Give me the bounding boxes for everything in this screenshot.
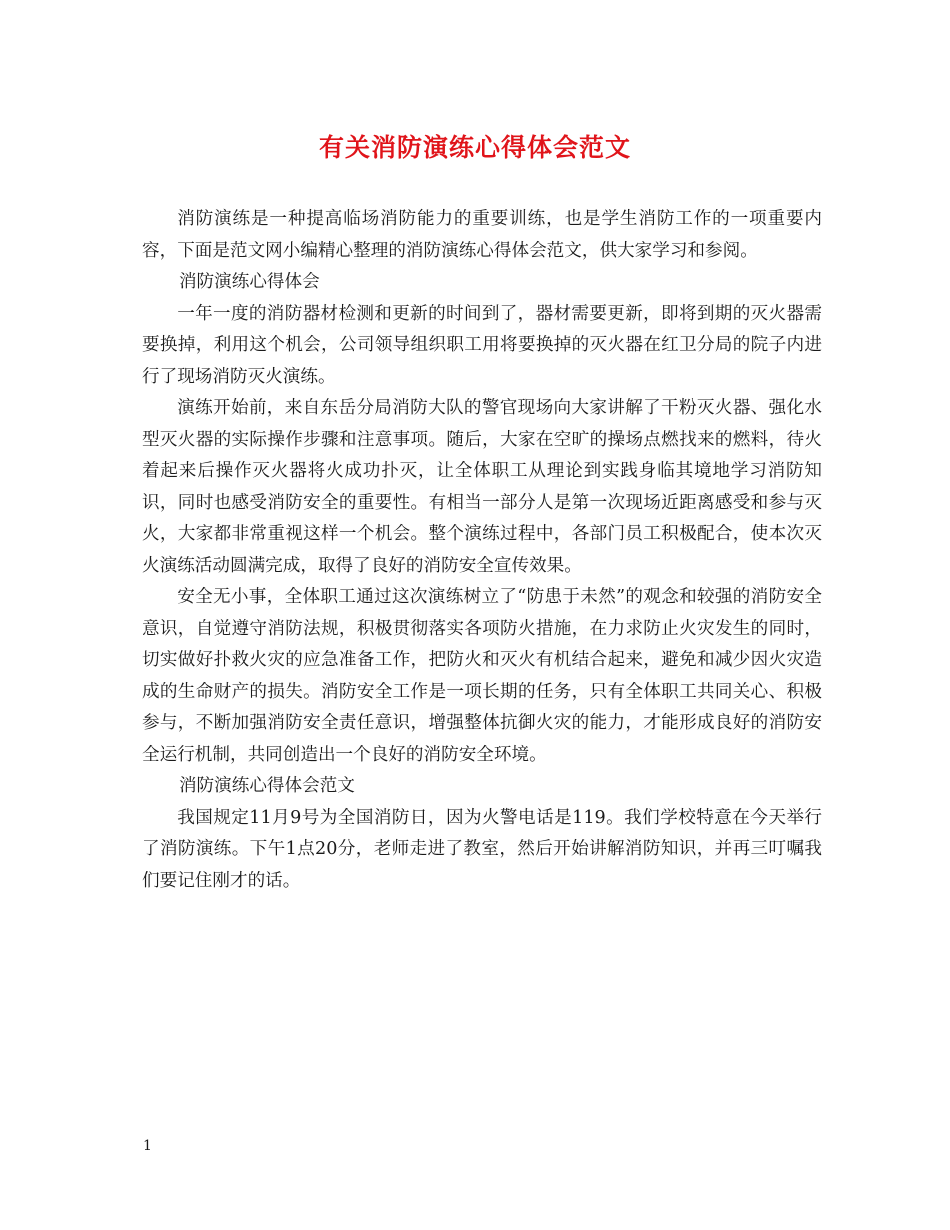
document-title: 有关消防演练心得体会范文 [318,133,631,162]
body-paragraph-4: 我国规定11月9号为全国消防日，因为火警电话是119。我们学校特意在今天举行了消防演练。下午1点20分，老师走进了教室，然后开始讲解消防知识，并再三叮嘱我们要记住刚才的话。 [142,807,822,891]
body-paragraph-1: 一年一度的消防器材检测和更新的时间到了，器材需要更新，即将到期的灭火器需要换掉，利用这个机会，公司领导组织职工用将要换掉的灭火器在红卫分局的院子内进行了现场消防灭火演练。 [142,303,822,387]
body-paragraph-3: 安全无小事，全体职工通过这次演练树立了“防患于未然”的观念和较强的消防安全意识，自觉遵守消防法规，积极贯彻落实各项防火措施，在力求防止火灾发生的同时，切实做好扑救火灾的应急准备工作，把防火和灭火有机结合起来，避免和减少因火灾造成的生命财产的损失。消防安全工作是一项长期的任务，只有全体职工共同关心、积极参与，不断加强消防安全责任意识，增强整体抗御火灾的能力，才能形成良好的消防安全运行机制，共同创造出一个良好的消防安全环境。 [142,587,822,765]
page-number: 1 [143,1138,152,1154]
intro-paragraph: 消防演练是一种提高临场消防能力的重要训练，也是学生消防工作的一项重要内容，下面是范文网小编精心整理的消防演练心得体会范文，供大家学习和参阅。 [142,209,822,261]
document-body [142,204,822,897]
section-heading-1: 消防演练心得体会 [178,272,320,292]
body-paragraph-2: 演练开始前，来自东岳分局消防大队的警官现场向大家讲解了干粉灭火器、强化水型灭火器的实际操作步骤和注意事项。随后，大家在空旷的操场点燃找来的燃料，待火着起来后操作灭火器将火成功扑灭，让全体职工从理论到实践身临其境地学习消防知识，同时也感受消防安全的重要性。有相当一部分人是第一次现场近距离感受和参与灭火，大家都非常重视这样一个机会。整个演练过程中，各部门员工积极配合，使本次灭火演练活动圆满完成，取得了良好的消防安全宣传效果。 [142,398,822,576]
section-heading-2: 消防演练心得体会范文 [178,776,355,796]
